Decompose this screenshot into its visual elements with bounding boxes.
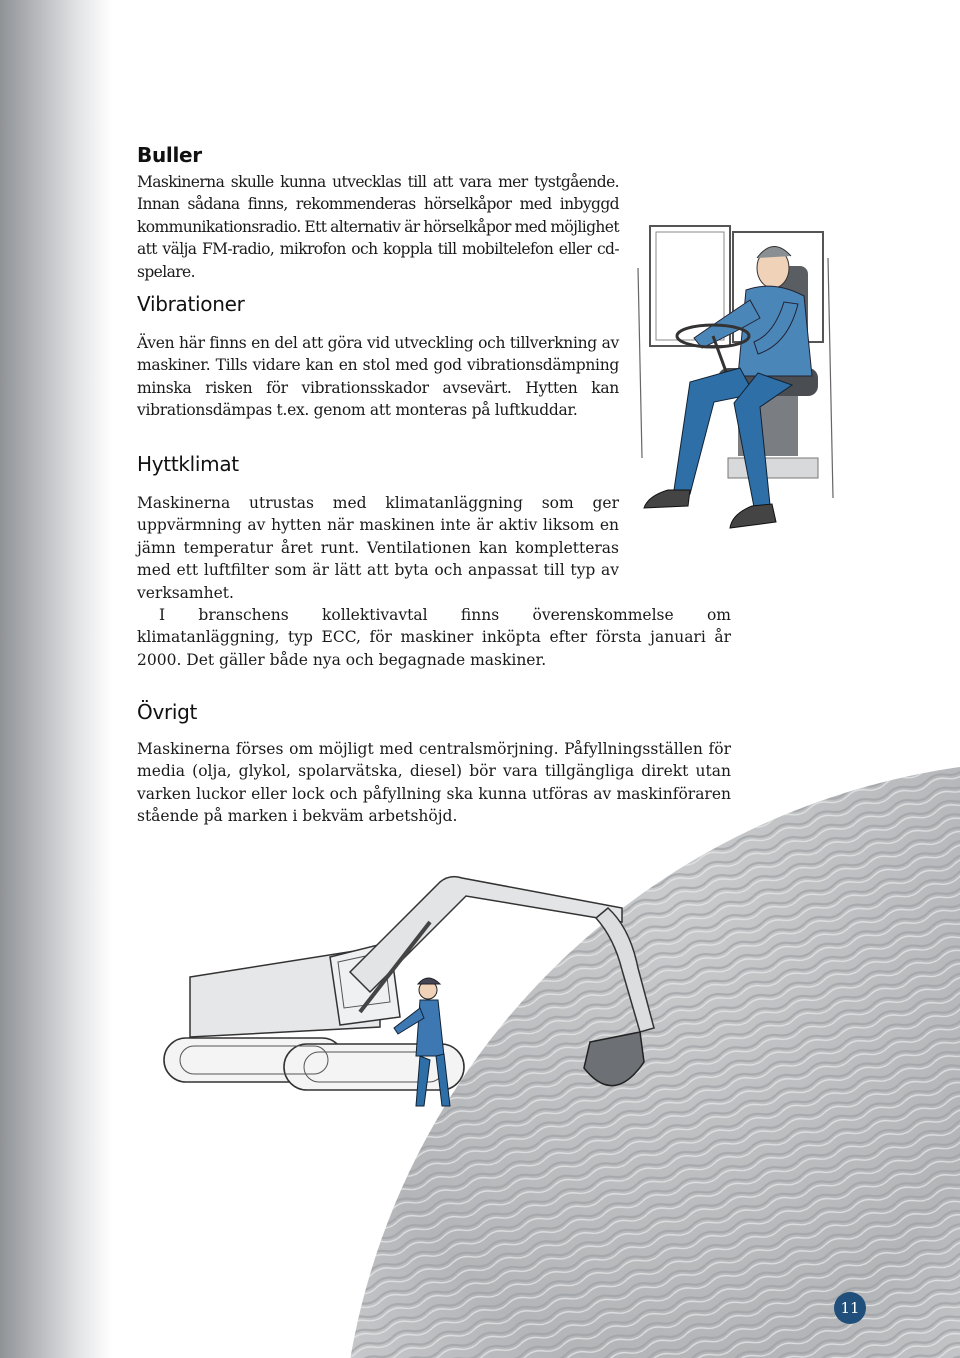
section-vibrationer bbox=[137, 292, 619, 422]
page-number-badge: 11 bbox=[834, 1292, 866, 1324]
heading-ovrigt: Övrigt bbox=[137, 700, 198, 724]
section-ovrigt bbox=[137, 700, 731, 828]
excavator-illustration bbox=[150, 862, 710, 1122]
paragraph-buller: Maskinerna skulle kunna utvecklas till att vara mer tystgående. Innan sådana finns, rekommenderas hörselkåpor med inbyggd kommunikationsradio. Ett alternativ är hörselkåpor med möjlighet att välja FM-radio, mikrofon och koppla till mobiltelefon eller cd-spelare. bbox=[137, 173, 619, 281]
heading-buller: Buller bbox=[137, 143, 202, 167]
paragraph-vibrationer: Även här finns en del att göra vid utveckling och tillverkning av maskiner. Tills vidare kan en stol med god vibrationsdämpning minska risken för vibrationsskador avsevärt. Hytten kan vibrationsdämpas t.ex. genom att monteras på luftkuddar. bbox=[137, 334, 619, 420]
paragraph-ovrigt: Maskinerna förses om möjligt med centralsmörjning. Påfyllningsställen för media (olja, glykol, spolarvätska, diesel) bör vara tillgängliga direkt utan varken luckor eller lock och påfyllning ska kunna utföras av maskinföraren stående på marken i bekväm arbetshöjd. bbox=[137, 740, 731, 826]
paragraph-hyttklimat-1: Maskinerna utrustas med klimatanläggning som ger uppvärmning av hytten när maskinen inte är aktiv liksom en jämn temperatur året runt. Ventilationen kan kompletteras med ett luftfilter som är lätt att byta och anpassat till typ av verksamhet. bbox=[137, 494, 619, 602]
heading-vibrationer: Vibrationer bbox=[137, 292, 245, 316]
paragraph-hyttklimat-2: I branschens kollektivavtal finns överenskommelse om klimatanläggning, typ ECC, för maskiner inköpta efter första januari år 2000. Det gäller både nya och begagnade maskiner. bbox=[137, 606, 731, 669]
seated-operator-illustration bbox=[628, 218, 838, 548]
section-buller bbox=[137, 143, 619, 283]
heading-hyttklimat: Hyttklimat bbox=[137, 452, 239, 476]
